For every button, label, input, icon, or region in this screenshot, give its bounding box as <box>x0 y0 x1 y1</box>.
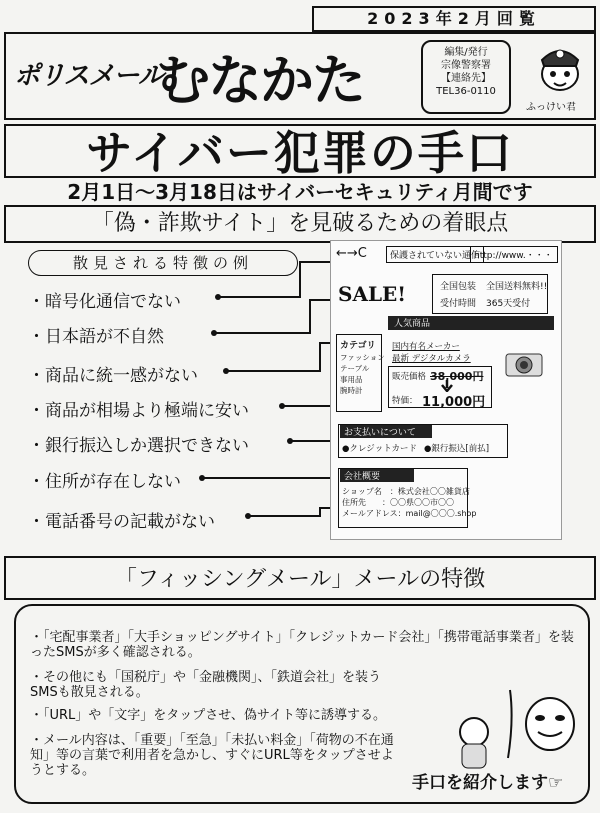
cyber-security-month-subtitle: 2月1日～3月18日はサイバーセキュリティ月間です <box>67 180 533 204</box>
company-line: 住所先 ：〇〇県〇〇市〇〇 <box>342 498 454 507</box>
category-item: 事用品 <box>340 375 363 384</box>
fake-site-section-heading: 「偽・詐欺サイト」を見破るための着眼点 <box>4 205 596 243</box>
feature-item: ・住所が存在しない <box>28 472 181 492</box>
sale-banner: SALE! <box>338 282 407 306</box>
main-title: サイバー犯罪の手口 <box>4 124 596 178</box>
connector-line <box>248 508 338 516</box>
camera-image <box>500 346 548 380</box>
circulation-date: 2023年2月回覧 <box>312 6 596 32</box>
company-heading: 会社概要 <box>340 469 414 482</box>
contact-line: 【連絡先】 <box>441 73 491 84</box>
shipping-text: 365天受付 <box>486 299 531 309</box>
company-info <box>342 486 477 519</box>
phishing-illustration <box>440 680 580 770</box>
phishing-item: ・「URL」や「文字」をタップさせ、偽サイト等に誘導する。 <box>30 708 386 723</box>
feature-item: ・商品が相場より極端に安い <box>28 401 249 421</box>
connector-line <box>214 300 340 333</box>
brand-small-title: ポリスメール <box>14 61 163 91</box>
brand-large-title: むなかた <box>156 49 364 112</box>
category-item: テーブル <box>340 364 370 373</box>
original-price: 38,000円 <box>430 370 484 383</box>
browser-nav-icon: ←→C <box>336 246 367 261</box>
down-arrow-icon <box>440 380 454 392</box>
category-item: 腕時計 <box>340 386 363 395</box>
company-line: メールアドレス：mail@〇〇〇.shop <box>342 509 477 518</box>
feature-item: ・商品に統一感がない <box>28 366 198 386</box>
phishing-item: ・「宅配事業者」「大手ショッピングサイト」「クレジットカード会社」「携帯電話事業者」を装ったSMSが多く確認される。 <box>30 630 574 660</box>
price-label: 販売価格 <box>392 372 427 382</box>
contact-line: 編集/発行 <box>444 47 488 58</box>
url-bar: http://www.・・・ <box>470 246 558 263</box>
connector-line <box>226 343 338 371</box>
company-line: ショップ名 ：株式会社〇〇雑貨店 <box>342 487 470 496</box>
mascot-label: ふっけい君 <box>526 102 576 113</box>
person-icon <box>460 718 488 746</box>
insecure-connection-label: 保護されていない通信 <box>386 246 484 263</box>
contact-phone: TEL36-0110 <box>436 86 496 97</box>
payment-option: ●銀行振込[前払] <box>424 444 490 454</box>
feature-item: ・日本語が不自然 <box>28 327 164 347</box>
phishing-item: ・メール内容は、「重要」「至急」「未払い料金」「荷物の不在通知」等の言葉で利用者を急かし、すぐにURL等をタップさせようとする。 <box>30 733 394 778</box>
popular-products-bar: 人気商品 <box>388 316 554 330</box>
examples-heading: 散見される特徴の例 <box>28 250 298 276</box>
payment-heading: お支払いについて <box>340 425 432 438</box>
phishing-item: ・その他にも「国税庁」や「金融機関」、「鉄道会社」を装うSMSも散見される。 <box>30 670 382 700</box>
shipping-text: 全国送料無料!! <box>486 282 548 292</box>
feature-item: ・暗号化通信でない <box>28 292 181 312</box>
feature-item: ・銀行振込しか選択できない <box>28 436 249 456</box>
product-line: 最新 デジタルカメラ <box>392 354 471 364</box>
camera-icon <box>500 346 548 380</box>
contact-line: 宗像警察署 <box>441 60 491 71</box>
shipping-label: 受付時間 <box>440 299 477 309</box>
special-price-label: 特価： <box>392 396 418 406</box>
shipping-label: 全国包装 <box>440 282 477 292</box>
special-price: 11,000円 <box>422 395 486 410</box>
feature-item: ・電話番号の記載がない <box>28 512 215 532</box>
category-list <box>340 352 385 396</box>
product-line: 国内有名メーカー <box>392 342 460 352</box>
payment-option: ●クレジットカード <box>342 444 417 454</box>
hacker-mask-icon <box>526 698 574 750</box>
category-heading: カテゴリ <box>340 341 376 351</box>
introduce-methods-callout: 手口を紹介します☞ <box>412 773 564 793</box>
phishing-section-heading: 「フィッシングメール」メールの特徴 <box>4 556 596 600</box>
fishing-line-icon <box>508 690 512 758</box>
category-item: ファッション <box>340 353 385 362</box>
